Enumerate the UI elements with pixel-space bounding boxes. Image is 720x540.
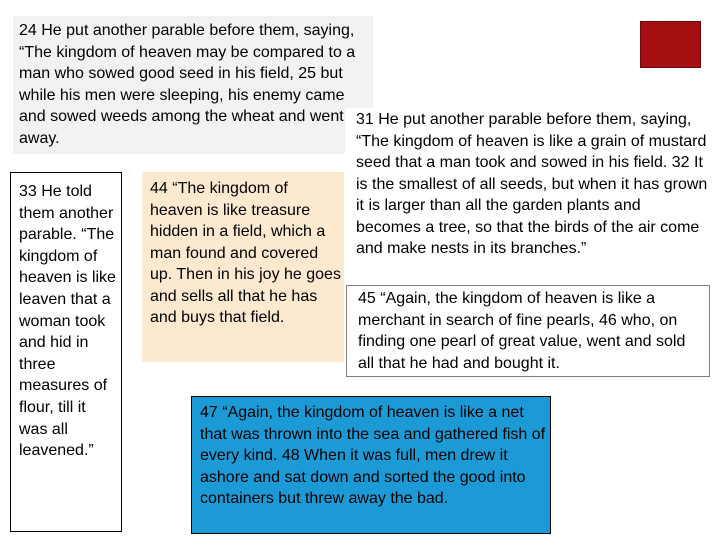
parable-pearl-textbox [346,285,710,377]
parable-net-textbox [191,396,551,534]
parable-treasure-text: 44 “The kingdom of heaven is like treasure hidden in a field, which a man found and covered up. Then in his joy he goes and sells all that he has and buys that field. [150,180,341,326]
parable-weeds-text: 24 He put another parable before them, saying, “The kingdom of heaven may be compared to a man who sowed good seed in his field, 25 but while his men were sleeping, his enemy came and sowed weeds among the wheat and went away. [19,22,356,147]
parable-treasure-textbox [142,172,344,362]
accent-square [640,21,701,68]
parable-leaven-text: 33 He told them another parable. “The kingdom of heaven is like leaven that a woman took and hid in three measures of flour, till it was all leavened.” [19,183,116,460]
parable-pearl-text: 45 “Again, the kingdom of heaven is like a merchant in search of fine pearls, 46 who, on finding one pearl of great value, went and sold all that he had and bought it. [358,290,686,372]
parable-net-text: 47 “Again, the kingdom of heaven is like a net that was thrown into the sea and gathered fish of every kind. 48 When it was full, men drew it ashore and sat down and sorted the good into containers but threw away the bad. [200,404,546,507]
parable-mustard-seed-textbox [345,108,710,278]
parable-mustard-seed-text: 31 He put another parable before them, saying, “The kingdom of heaven is like a grain of mustard seed that a man took and sowed in his field. 32 It is the smallest of all seeds, but when it has grown it is larger than all the garden plants and becomes a tree, so that the birds of the air come and make nests in its branches.” [356,111,708,257]
parable-weeds-textbox [13,16,373,154]
parable-leaven-textbox [10,172,122,532]
